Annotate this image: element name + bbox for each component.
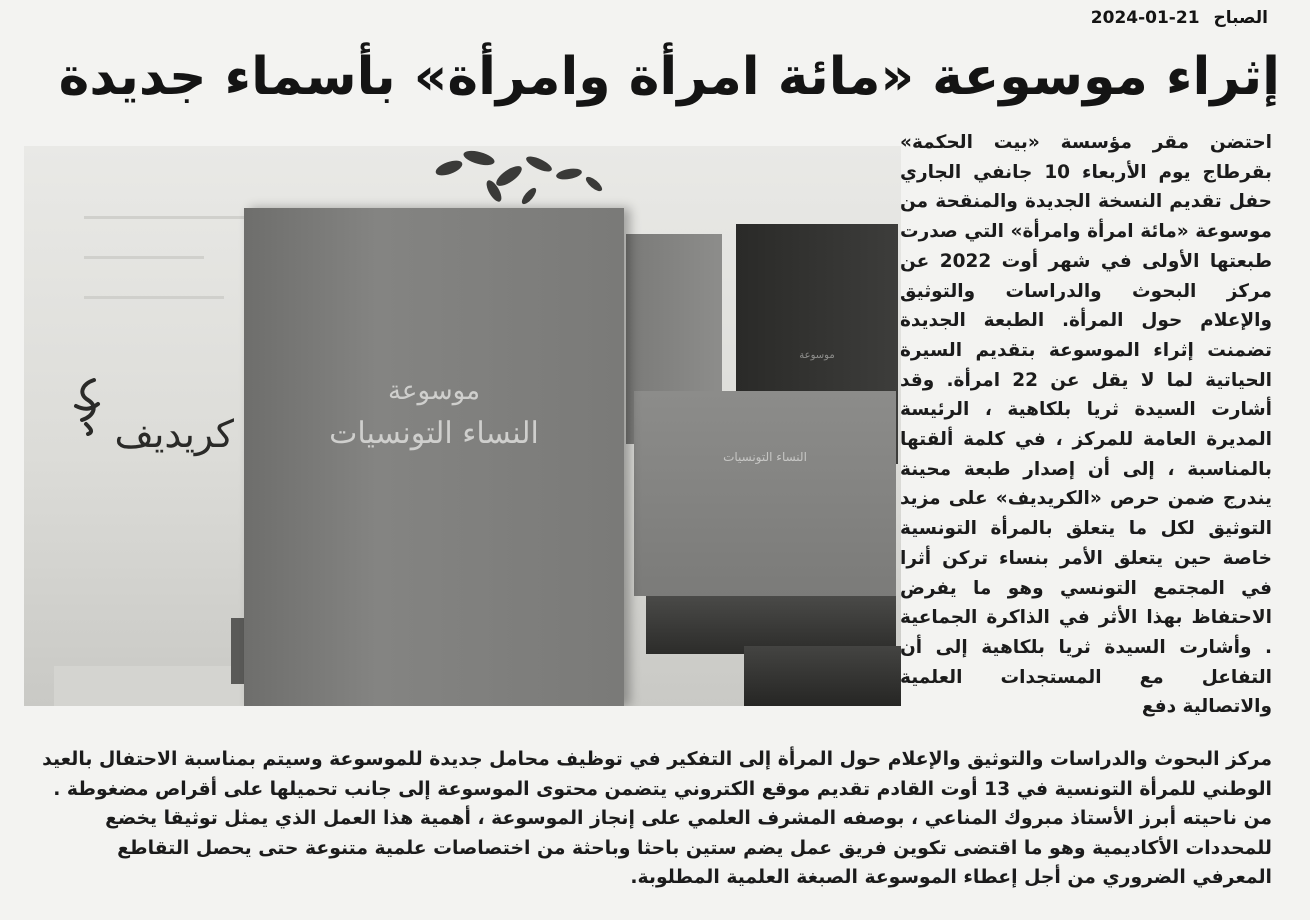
article-column: احتضن مقر مؤسسة «بيت الحكمة» بقرطاج يوم الأربعاء 10 جانفي الجاري حفل تقديم النسخة الجديدة والمنقحة من موسوعة «مائة امرأة وامرأة» التي صدرت طبعتها الأولى في شهر أوت 2022 عن مركز البحوث والدراسات والتوثيق والإعلام حول المرأة. الطبعة الجديدة تضمنت إثراء الموسوعة بتقديم السيرة الحياتية لما لا يقل عن 22 امرأة. وقد أشارت السيدة ثريا بلكاهية ، الرئيسة المديرة العامة للمركز ، في كلمة ألقتها بالمناسبة ، إلى أن إصدار طبعة محينة يندرج ضمن حرص «الكريديف» على مزيد التوثيق لكل ما يتعلق بالمرأة التونسية خاصة حين يتعلق الأمر بنساء تركن أثرا في المجتمع التونسي وهو ما يفرض الاحتفاظ بهذا الأثر في الذاكرة الجماعية . وأشارت السيدة ثريا بلكاهية إلى أن التفاعل مع المستجدات العلمية والاتصالية دفع: [900, 132, 1273, 718]
publication-date: 2024-01-21: [1090, 8, 1200, 28]
encyclopedia-book: [244, 208, 624, 706]
paragraph-line: الوطني للمرأة التونسية في 13 أوت القادم تقديم موقع الكتروني يتضمن محتوى الموسوعة إلى جانب تحميلها على أقراص مضغوطة .: [53, 778, 1272, 800]
faint-text-line: [84, 256, 204, 259]
book-title-line1: موسوعة: [387, 376, 481, 406]
credif-logo: [54, 376, 234, 456]
faint-text-line: [84, 216, 244, 219]
article-continuation: [20, 745, 1272, 893]
newspaper-name: الصباح: [1213, 8, 1268, 28]
table-surface: [744, 646, 901, 706]
side-book: [634, 391, 896, 596]
book-title-line2: النساء التونسيات: [329, 416, 539, 451]
paragraph-line: من ناحيته أبرز الأستاذ مبروك المناعي ، بوصفه المشرف العلمي على إنجاز الموسوعة ، أهمية هذا العمل الذي يمثل توثيقا يخضع: [105, 808, 1272, 829]
article-photo: [24, 146, 901, 706]
faint-text-line: [84, 296, 224, 299]
side-book-title: النساء التونسيات: [723, 450, 807, 464]
background-book-title: موسوعة: [799, 350, 835, 361]
paragraph-line: للمحددات الأكاديمية وهو ما اقتضى تكوين فريق عمل يضم ستين باحثا وباحثة من اختصاصات علمية متنوعة حتى يحصل التقاطع: [117, 837, 1272, 859]
paragraph-line: المعرفي الضروري من أجل إعطاء الموسوعة الصبغة العلمية المطلوبة.: [630, 867, 1272, 888]
credif-logo-icon: [64, 376, 114, 436]
masthead: [1091, 8, 1268, 28]
table-shadow: [54, 666, 254, 706]
article-headline: إثراء موسوعة «مائة امرأة وامرأة» بأسماء جديدة: [58, 47, 1280, 107]
paragraph-line: مركز البحوث والدراسات والتوثيق والإعلام حول المرأة إلى التفكير في توظيف محامل جديدة للموسوعة وسيتم بمناسبة الاحتفال بالعيد: [42, 749, 1272, 770]
credif-logo-text: كريديف: [114, 412, 234, 456]
